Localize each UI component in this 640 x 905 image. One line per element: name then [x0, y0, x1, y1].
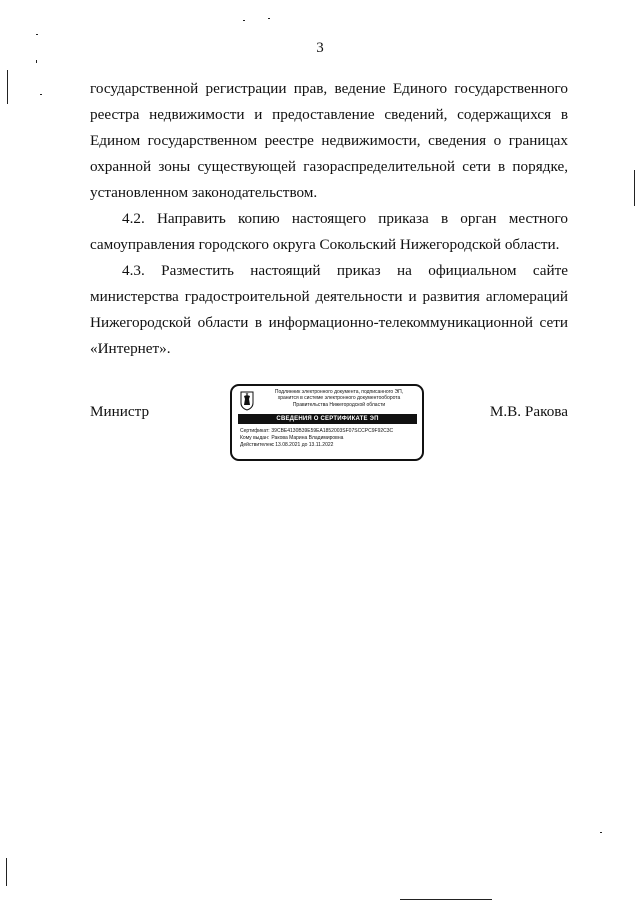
stamp-header — [258, 389, 420, 408]
valid-value: с 13.08.2021 до 13.11.2022 — [271, 442, 334, 448]
scan-mark — [7, 70, 8, 104]
scan-mark — [36, 60, 37, 63]
stamp-title: СВЕДЕНИЯ О СЕРТИФИКАТЕ ЭП — [238, 414, 417, 424]
page-number: 3 — [316, 40, 324, 56]
scan-mark — [600, 832, 602, 833]
coat-of-arms-icon — [240, 391, 254, 411]
stamp-details — [240, 428, 420, 449]
scan-mark — [6, 858, 7, 886]
paragraph-continuation: государственной регистрации прав, ведение Единого государственного реестра недвижимости и предоставление сведений, содержащихся в Едином государственном реестре недвижимости, сведения о границах охранной зоны существующей газораспределительной сети в порядке, установленном законодательством. — [90, 80, 568, 201]
certificate-value: 39CBE4130B39E59EA1852003SF07SCCPC9F92C3C — [271, 428, 394, 434]
stamp-header-line: хранится в системе электронного документооборота — [277, 395, 401, 402]
signatory-position: Министр — [90, 403, 150, 420]
paragraph-4-3: 4.3. Разместить настоящий приказ на официальном сайте министерства градостроительной деятельности и развития агломераций Нижегородской области в информационно-телекоммуникационной сети «Интернет». — [90, 262, 568, 357]
paragraph-4-2: 4.2. Направить копию настоящего приказа в орган местного самоуправления городского округа Сокольский Нижегородской области. — [90, 210, 568, 253]
issued-to-value: Ракова Марина Владимировна — [271, 435, 344, 441]
issued-to-label: Кому выдан: — [240, 435, 270, 441]
valid-label: Действителен: — [240, 442, 274, 448]
signature-block — [90, 384, 568, 468]
scan-mark — [36, 34, 38, 35]
scan-mark — [400, 899, 492, 900]
electronic-signature-stamp — [230, 384, 424, 461]
document-body — [90, 76, 568, 362]
signatory-name: М.В. Ракова — [489, 403, 568, 420]
stamp-header-line: Подлинник электронного документа, подписанного ЭП, — [274, 389, 404, 395]
scan-mark — [243, 20, 245, 21]
stamp-header-line: Правительства Нижегородской области — [292, 401, 386, 408]
certificate-label: Сертификат: — [240, 428, 270, 434]
scan-mark — [40, 94, 42, 95]
scan-mark — [268, 18, 270, 19]
scan-mark — [634, 170, 635, 206]
